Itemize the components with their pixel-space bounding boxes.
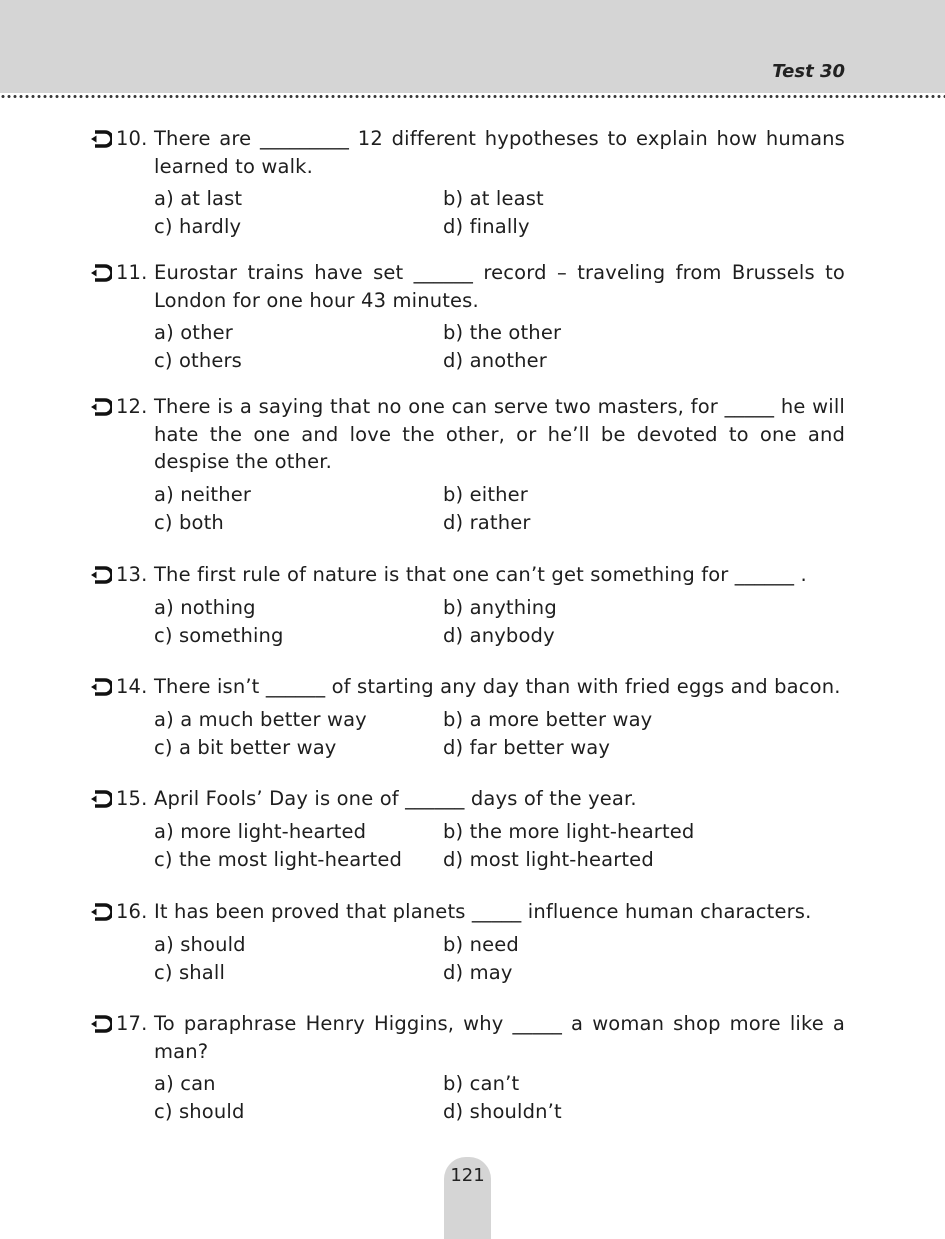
question-number: 16. bbox=[116, 900, 148, 923]
answer-options bbox=[154, 594, 845, 650]
option-c[interactable]: c) shall bbox=[154, 961, 226, 984]
question-11 bbox=[90, 259, 845, 375]
answer-options bbox=[154, 818, 845, 874]
option-b[interactable]: b) a more better way bbox=[443, 708, 653, 731]
question-12 bbox=[90, 393, 845, 537]
answer-options bbox=[154, 931, 845, 987]
question-text: There is a saying that no one can serve two masters, for _____ he will hate the one and love the other, or he’ll be devoted to one and despise the other. bbox=[154, 395, 845, 473]
option-c[interactable]: c) a bit better way bbox=[154, 736, 337, 759]
option-b[interactable]: b) can’t bbox=[443, 1072, 520, 1095]
option-b[interactable]: b) need bbox=[443, 933, 519, 956]
answer-options bbox=[154, 319, 845, 375]
question-13 bbox=[90, 561, 845, 650]
option-c[interactable]: c) others bbox=[154, 349, 242, 372]
page-number: 121 bbox=[450, 1165, 485, 1186]
page-header bbox=[0, 0, 945, 93]
option-a[interactable]: a) can bbox=[154, 1072, 216, 1095]
option-a[interactable]: a) nothing bbox=[154, 596, 256, 619]
option-c[interactable]: c) both bbox=[154, 510, 224, 534]
question-10 bbox=[90, 125, 845, 241]
question-15 bbox=[90, 785, 845, 874]
option-d[interactable]: d) shouldn’t bbox=[443, 1100, 562, 1123]
option-a[interactable]: a) neither bbox=[154, 482, 252, 506]
curved-arrow-icon bbox=[90, 1010, 116, 1038]
option-d[interactable]: d) rather bbox=[443, 510, 531, 534]
option-b[interactable]: b) the more light-hearted bbox=[443, 820, 695, 843]
dotted-divider bbox=[0, 94, 945, 99]
answer-options bbox=[154, 185, 845, 241]
question-text: There isn’t ______ of starting any day than with fried eggs and bacon. bbox=[154, 675, 841, 698]
question-text: To paraphrase Henry Higgins, why _____ a woman shop more like a man? bbox=[154, 1012, 845, 1063]
option-b[interactable]: b) either bbox=[443, 482, 528, 506]
answer-options bbox=[154, 481, 845, 537]
question-number: 13. bbox=[116, 563, 148, 586]
question-text: There are _________ 12 different hypotheses to explain how humans learned to walk. bbox=[154, 127, 845, 178]
curved-arrow-icon bbox=[90, 673, 116, 701]
question-16 bbox=[90, 898, 845, 987]
question-number: 12. bbox=[116, 395, 148, 418]
curved-arrow-icon bbox=[90, 898, 116, 926]
question-number: 11. bbox=[116, 261, 148, 284]
option-d[interactable]: d) another bbox=[443, 349, 547, 372]
question-number: 10. bbox=[116, 127, 148, 150]
option-a[interactable]: a) more light-hearted bbox=[154, 820, 367, 843]
curved-arrow-icon bbox=[90, 785, 116, 813]
curved-arrow-icon bbox=[90, 393, 116, 421]
option-c[interactable]: c) the most light-hearted bbox=[154, 848, 403, 871]
test-title: Test 30 bbox=[772, 61, 845, 82]
option-c[interactable]: c) something bbox=[154, 624, 284, 647]
option-b[interactable]: b) the other bbox=[443, 321, 562, 344]
option-c[interactable]: c) hardly bbox=[154, 215, 242, 238]
option-d[interactable]: d) may bbox=[443, 961, 513, 984]
answer-options bbox=[154, 1070, 845, 1126]
question-text: It has been proved that planets _____ influence human characters. bbox=[154, 900, 812, 923]
question-text: April Fools’ Day is one of ______ days of the year. bbox=[154, 787, 637, 810]
curved-arrow-icon bbox=[90, 125, 116, 153]
option-a[interactable]: a) other bbox=[154, 321, 233, 344]
question-17 bbox=[90, 1010, 845, 1126]
answer-options bbox=[154, 706, 845, 762]
option-c[interactable]: c) should bbox=[154, 1100, 245, 1123]
option-b[interactable]: b) at least bbox=[443, 187, 544, 210]
option-d[interactable]: d) most light-hearted bbox=[443, 848, 654, 871]
option-a[interactable]: a) at last bbox=[154, 187, 243, 210]
option-a[interactable]: a) a much better way bbox=[154, 708, 367, 731]
question-number: 15. bbox=[116, 787, 148, 810]
option-d[interactable]: d) finally bbox=[443, 215, 530, 238]
curved-arrow-icon bbox=[90, 561, 116, 589]
question-number: 14. bbox=[116, 675, 148, 698]
question-14 bbox=[90, 673, 845, 762]
option-d[interactable]: d) far better way bbox=[443, 736, 611, 759]
question-text: The first rule of nature is that one can’t get something for ______ . bbox=[154, 563, 807, 586]
option-b[interactable]: b) anything bbox=[443, 596, 557, 619]
question-text: Eurostar trains have set ______ record – traveling from Brussels to London for one hour 43 minutes. bbox=[154, 261, 845, 312]
option-a[interactable]: a) should bbox=[154, 933, 246, 956]
curved-arrow-icon bbox=[90, 259, 116, 287]
option-d[interactable]: d) anybody bbox=[443, 624, 555, 647]
question-number: 17. bbox=[116, 1012, 148, 1035]
